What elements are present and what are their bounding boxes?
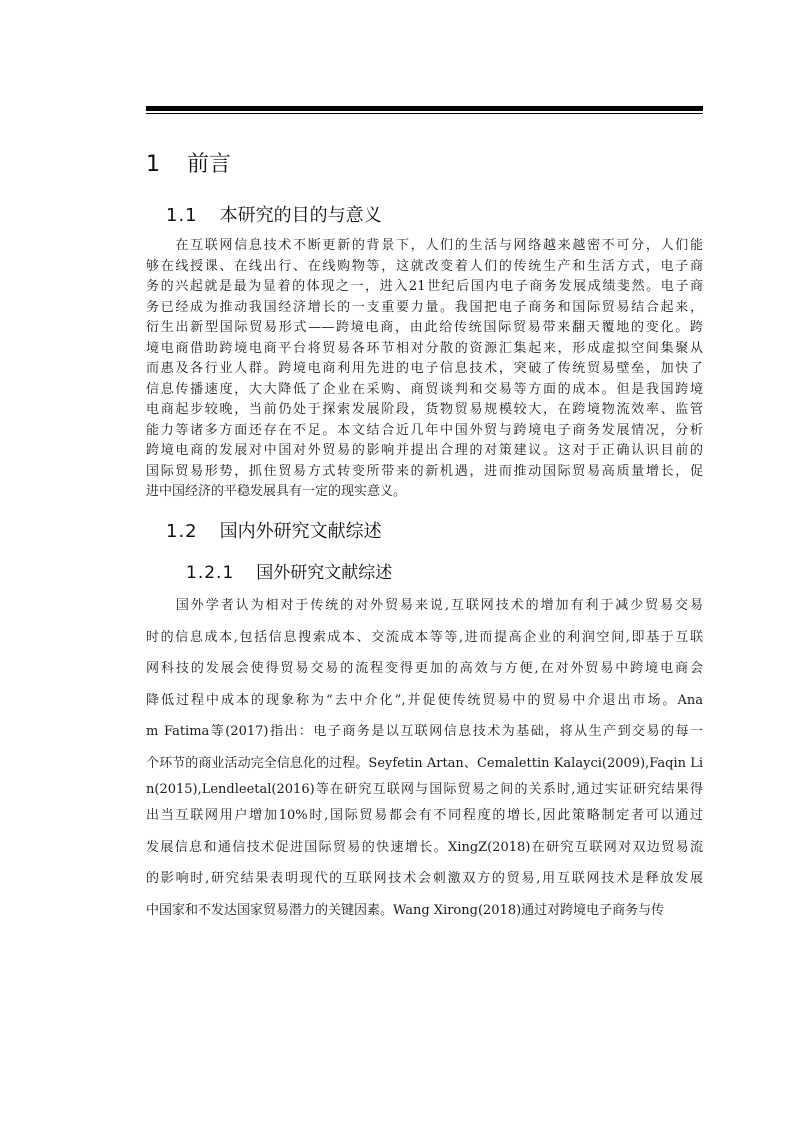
paragraph-purpose	[146, 236, 703, 503]
chapter-title: 前言	[187, 152, 232, 177]
text-line: 出当互联网用户增加10%时,国际贸易都会有不同程度的增长,因此策略制定者可以通过	[146, 808, 703, 823]
paragraph-foreign-review	[146, 590, 703, 926]
text-line: m Fatima等(2017)指出：电子商务是以互联网信息技术为基础，将从生产到交易的每一	[146, 724, 703, 739]
text-line: 务已经成为推动我国经济增长的一支重要力量。我国把电子商务和国际贸易结合起来，	[146, 299, 703, 315]
text-line: 信息传播速度，大大降低了企业在采购、商贸谈判和交易等方面的成本。但是我国跨境	[146, 381, 703, 397]
section-title: 本研究的目的与意义	[219, 205, 382, 226]
text-line: 在互联网信息技术不断更新的背景下，人们的生活与网络越来越密不可分，人们能	[146, 238, 703, 253]
text-line: 境电商借助跨境电商平台将贸易各环节相对分散的资源汇集起来，形成虚拟空间集聚从	[146, 340, 703, 356]
subsection-title: 国外研究文献综述	[256, 563, 393, 583]
section-heading-1-2	[166, 519, 382, 545]
text-line: 够在线授课、在线出行、在线购物等，这就改变着人们的传统生产和生活方式，电子商	[146, 258, 703, 274]
text-line: 务的兴起就是最为显着的体现之一，进入21世纪后国内电子商务发展成绩斐然。电子商	[146, 279, 703, 294]
subsection-heading-1-2-1	[186, 561, 392, 585]
subsection-number: 1.2.1	[186, 563, 235, 583]
text-line: 衍生出新型国际贸易形式——跨境电商，由此给传统国际贸易带来翻天覆地的变化。跨	[146, 320, 703, 335]
text-line: 的影响时,研究结果表明现代的互联网技术会刺激双方的贸易,用互联网技术是释放发展	[146, 871, 703, 886]
text-line: 发展信息和通信技术促进国际贸易的快速增长。XingZ(2018)在研究互联网对双边贸易流	[146, 839, 703, 855]
text-line: 电商起步较晚，当前仍处于探索发展阶段，货物贸易规模较大，在跨境物流效率、监管	[146, 402, 703, 417]
text-line: 个环节的商业活动完全信息化的过程。Seyfetin Artan、Cemalettin Kalayci(2009),Faqin Li	[146, 755, 703, 771]
chapter-number: 1	[146, 152, 161, 177]
section-title: 国内外研究文献综述	[219, 521, 382, 542]
text-line: 跨境电商的发展对中国对外贸易的影响并提出合理的对策建议。这对于正确认识目前的	[146, 443, 703, 458]
text-line: 进中国经济的平稳发展具有一定的现实意义。	[146, 484, 407, 499]
header-rule-thick	[146, 106, 703, 111]
text-line: n(2015),Lendleetal(2016)等在研究互联网与国际贸易之间的关系时,通过实证研究结果得	[146, 782, 703, 797]
text-line: 降低过程中成本的现象称为“去中介化”,并促使传统贸易中的贸易中介退出市场。Ana	[146, 692, 703, 708]
section-heading-1-1	[166, 203, 382, 229]
section-number: 1.1	[166, 205, 198, 226]
text-line: 而惠及各行业人群。跨境电商利用先进的电子信息技术，突破了传统贸易壁垒，加快了	[146, 361, 703, 376]
section-number: 1.2	[166, 521, 198, 542]
text-line: 网科技的发展会使得贸易交易的流程变得更加的高效与方便,在对外贸易中跨境电商会	[146, 661, 703, 676]
text-line: 国际贸易形势，抓住贸易方式转变所带来的新机遇，进而推动国际贸易高质量增长，促	[146, 463, 703, 479]
text-line: 时的信息成本,包括信息搜索成本、交流成本等等,进而提高企业的利润空间,即基于互联	[146, 629, 703, 645]
header-rule-thin	[146, 113, 703, 114]
text-line: 能力等诸多方面还存在不足。本文结合近几年中国外贸与跨境电子商务发展情况，分析	[146, 422, 703, 438]
chapter-heading	[146, 150, 231, 180]
text-line: 国外学者认为相对于传统的对外贸易来说,互联网技术的增加有利于减少贸易交易	[146, 598, 703, 613]
text-line: 中国家和不发达国家贸易潜力的关键因素。Wang Xirong(2018)通过对跨境电子商务与传	[146, 902, 665, 918]
